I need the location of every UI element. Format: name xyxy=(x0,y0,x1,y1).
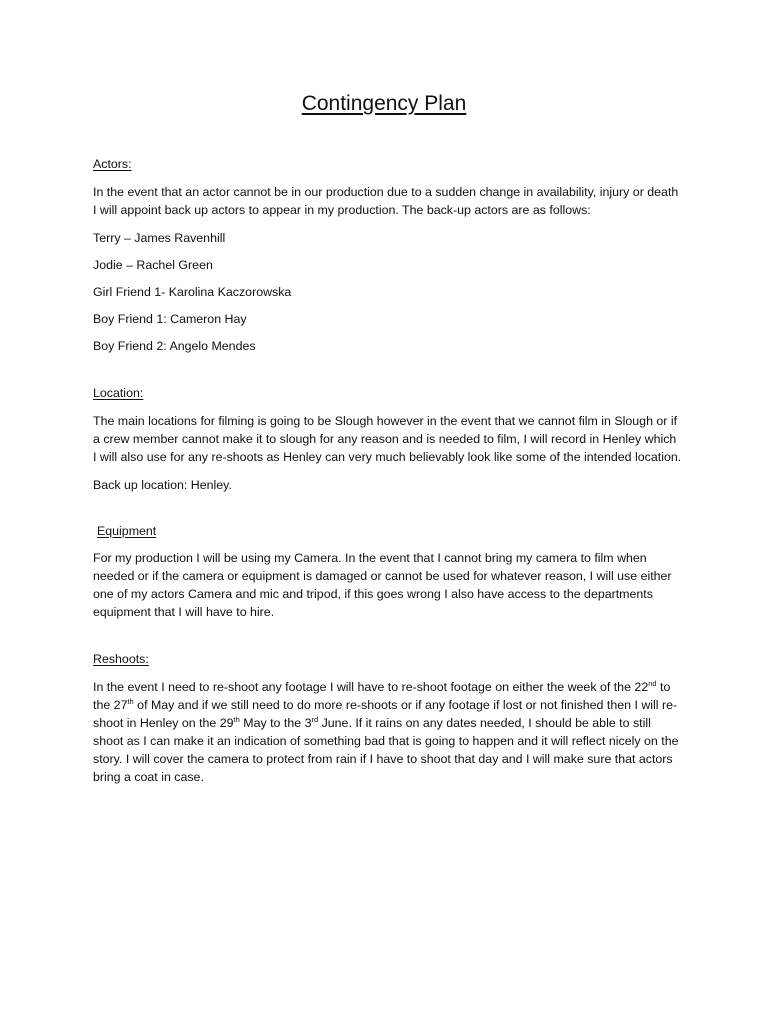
equipment-body: For my production I will be using my Camera. In the event that I cannot bring my camera to film when needed or if the camera or equipment is damaged or cannot be used for whatever reason, I will use either one of my actors Camera and mic and tripod, if this goes wrong I also have access to the departments equipment that I will have to hire. xyxy=(93,551,672,619)
actor-list-item: Girl Friend 1- Karolina Kaczorowska xyxy=(93,285,292,299)
location-backup: Back up location: Henley. xyxy=(93,478,232,492)
actor-list-item: Jodie – Rachel Green xyxy=(93,258,213,272)
location-heading: Location: xyxy=(93,386,144,400)
actor-list-item: Boy Friend 2: Angelo Mendes xyxy=(93,339,256,353)
location-body: The main locations for filming is going to be Slough however in the event that we cannot film in Slough or if a crew member cannot make it to slough for any reason and is needed to film, I will record in Henley which I will also use for any re-shoots as Henley can very much believably look like some of the intended location. xyxy=(93,414,682,464)
actors-heading: Actors: xyxy=(93,157,132,171)
reshoots-body: In the event I need to re-shoot any footage I will have to re-shoot footage on either the week of the 22nd to the 27th of May and if we still need to do more re-shoots or if any footage if lost or not finished then I will re-shoot in Henley on the 29th May to the 3rd June. If it rains on any dates needed, I should be able to still shoot as I can make it an indication of something bad that is going to happen and it will reflect nicely on the story. I will cover the camera to protect from rain if I have to shoot that day and I will make sure that actors bring a coat in case. xyxy=(93,678,679,784)
equipment-heading: Equipment xyxy=(97,524,157,538)
actors-intro: In the event that an actor cannot be in our production due to a sudden change in availability, injury or death I will appoint back up actors to appear in my production. The back-up actors are as follows: xyxy=(93,185,679,217)
document-body xyxy=(93,155,683,786)
document-title-text: Contingency Plan xyxy=(301,92,467,115)
document-title xyxy=(0,90,768,118)
actor-list-item: Terry – James Ravenhill xyxy=(93,231,226,245)
reshoots-heading: Reshoots: xyxy=(93,652,149,666)
actor-list-item: Boy Friend 1: Cameron Hay xyxy=(93,312,247,326)
